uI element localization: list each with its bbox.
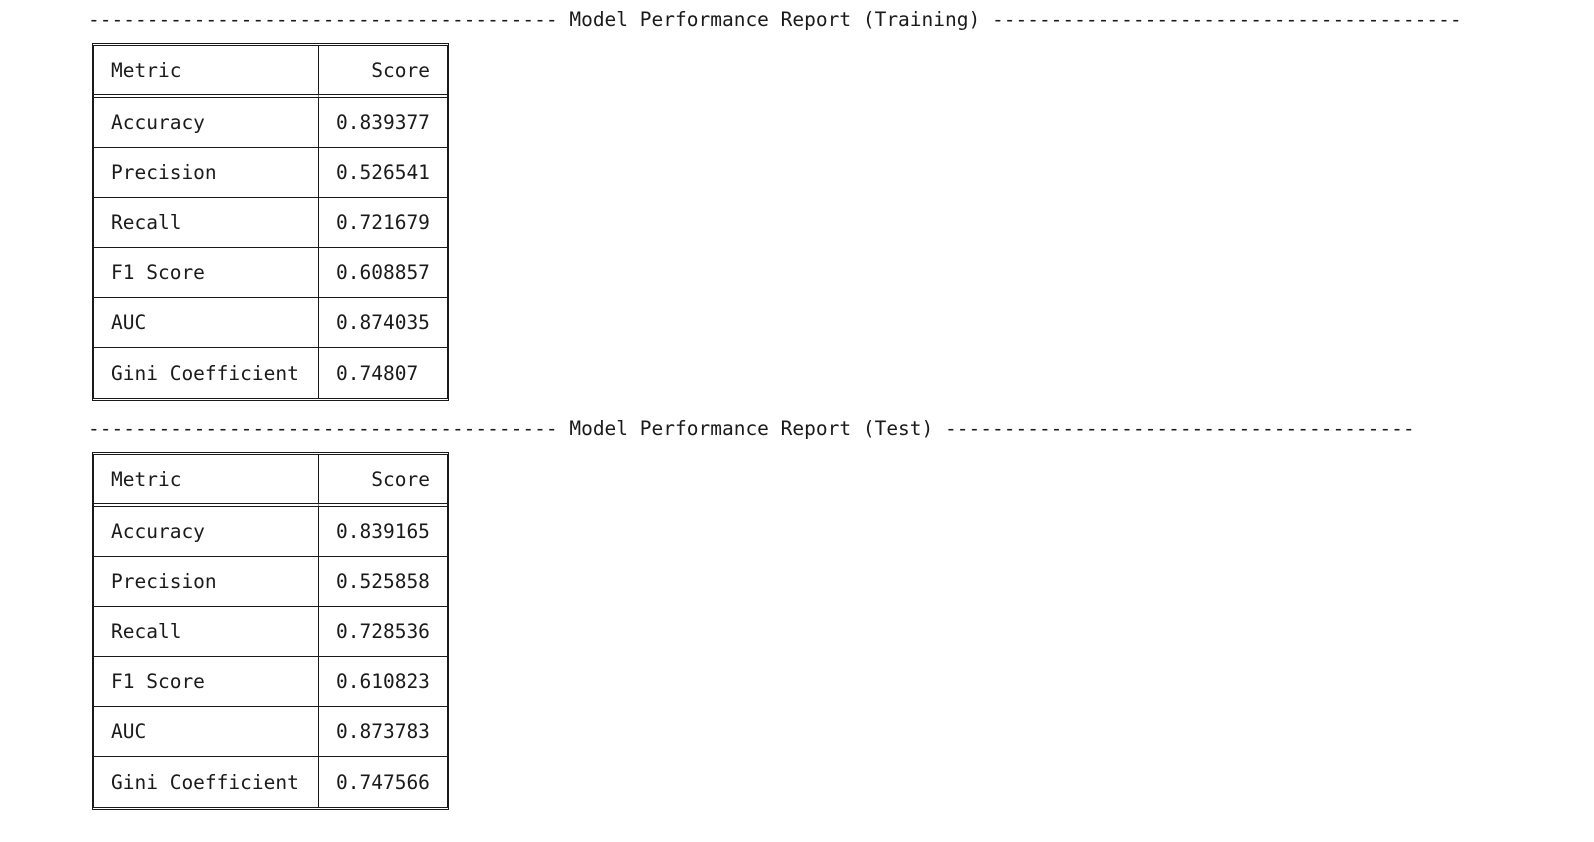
test-report-header: ---------------------------------------- Model Performance Report (Test) ---------------------------------------- [88, 417, 1415, 440]
metric-score: 0.873783 [319, 707, 447, 757]
metric-score: 0.526541 [319, 148, 447, 198]
metric-name: Precision [94, 148, 319, 198]
metric-score: 0.610823 [319, 657, 447, 707]
table-row [94, 557, 447, 607]
training-report-header: ---------------------------------------- Model Performance Report (Training) ---------------------------------------- [88, 8, 1462, 31]
metric-name: Recall [94, 198, 319, 248]
metric-name: F1 Score [94, 657, 319, 707]
table-row [94, 707, 447, 757]
metric-score: 0.839165 [319, 507, 447, 557]
score-column-header: Score [319, 46, 447, 98]
table-row [94, 657, 447, 707]
metric-score: 0.747566 [336, 770, 430, 794]
metric-name: Gini Coefficient [94, 348, 319, 398]
table-row [94, 348, 447, 398]
metric-column-header: Metric [94, 455, 319, 507]
metric-name: Accuracy [94, 98, 319, 148]
table-row [94, 98, 447, 148]
metric-name: Gini Coefficient [94, 757, 319, 807]
metric-score: 0.874035 [319, 298, 447, 348]
metric-column-header: Metric [94, 46, 319, 98]
metric-score: 0.721679 [319, 198, 447, 248]
table-header-row [94, 455, 447, 507]
metric-score: 0.608857 [319, 248, 447, 298]
metric-name: AUC [94, 298, 319, 348]
score-column-header: Score [319, 455, 447, 507]
table-row [94, 507, 447, 557]
table-row [94, 757, 447, 807]
metric-name: Accuracy [94, 507, 319, 557]
metric-name: Precision [94, 557, 319, 607]
table-row [94, 298, 447, 348]
metric-name: AUC [94, 707, 319, 757]
training-metrics-table [92, 43, 449, 401]
table-header-row [94, 46, 447, 98]
metric-name: F1 Score [94, 248, 319, 298]
table-row [94, 607, 447, 657]
table-row [94, 248, 447, 298]
table-row [94, 148, 447, 198]
metric-score: 0.839377 [319, 98, 447, 148]
metric-name: Recall [94, 607, 319, 657]
metric-score: 0.728536 [319, 607, 447, 657]
test-metrics-table [92, 452, 449, 810]
metric-score: 0.74807 [336, 361, 419, 385]
metric-score: 0.525858 [319, 557, 447, 607]
table-row [94, 198, 447, 248]
